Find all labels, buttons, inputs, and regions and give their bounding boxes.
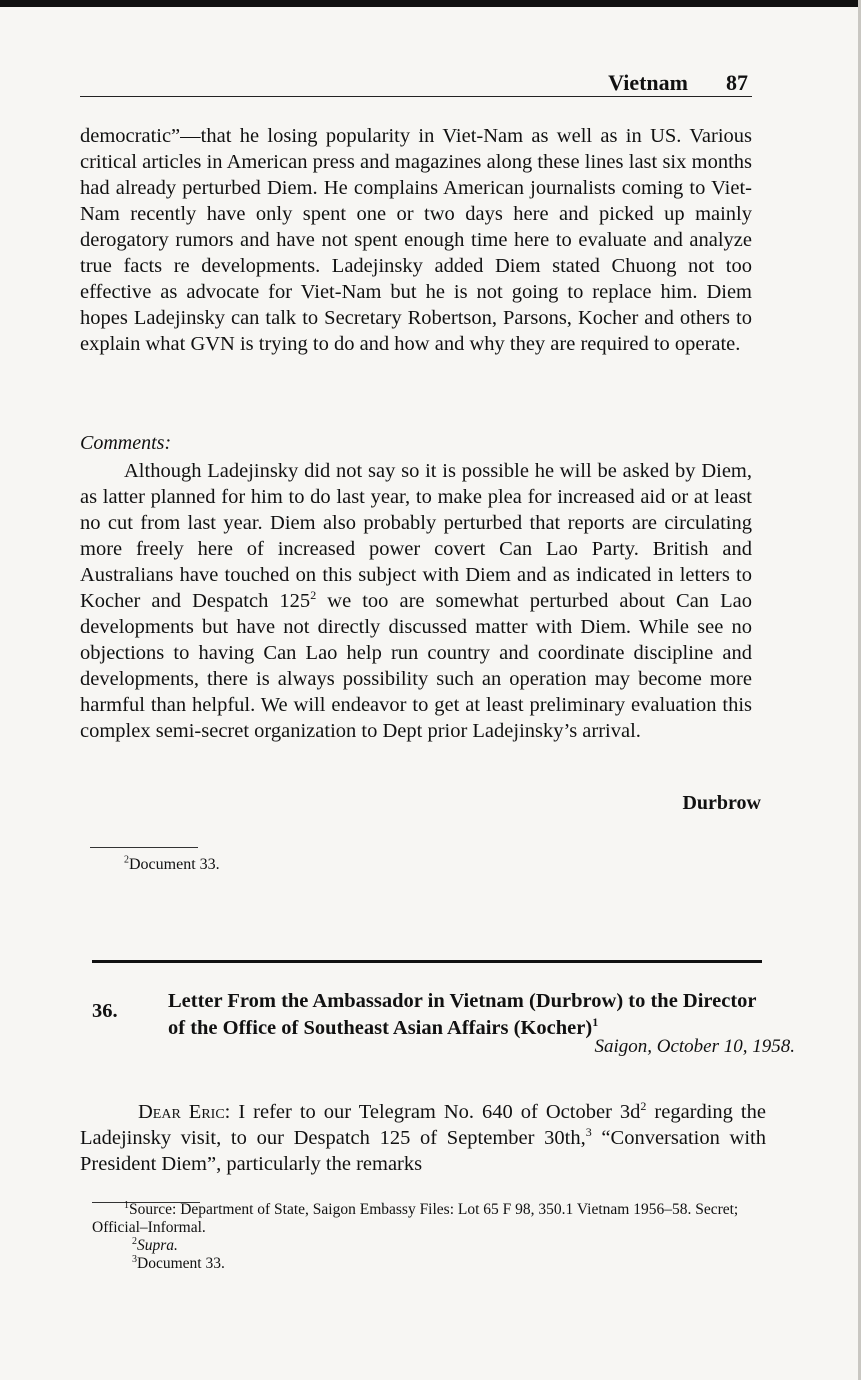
source-footnote-ref: 1 <box>592 1015 599 1030</box>
salutation: Dear Eric: <box>138 1101 231 1123</box>
section-divider <box>92 960 762 963</box>
document-number: 36. <box>92 1000 118 1022</box>
letter-paragraph <box>80 1099 766 1177</box>
letter-text-c: “Conversation with President Diem”, particularly the remarks <box>80 1127 766 1175</box>
footnotes-bottom <box>92 1201 770 1273</box>
document-title-text: Letter From the Ambassador in Vietnam (Durbrow) to the Director of the Office of Southeast Asian Affairs (Kocher) <box>168 990 757 1039</box>
comments-paragraph <box>80 458 752 744</box>
letter-text-a: I refer to our Telegram No. 640 of October 3d <box>230 1101 641 1123</box>
paragraph-continued: democratic”—that he losing popularity in Viet-Nam as well as in US. Various critical articles in American press and magazines along these lines last six months had already perturbed Diem. He complains American journalists coming to Viet-Nam recently have only spent one or two days here and picked up mainly derogatory rumors and have not spent enough time here to evaluate and analyze true facts re developments. Ladejinsky added Diem stated Chuong not too effective as advocate for Viet-Nam but he is not going to replace him. Diem hopes Ladejinsky can talk to Secretary Robertson, Parsons, Kocher and others to explain what GVN is trying to do and how and why they are required to operate. <box>80 125 752 355</box>
footnote-line <box>92 1255 770 1273</box>
footnote-mark: 3 <box>132 1253 137 1265</box>
footnote-mark: 2 <box>132 1235 137 1247</box>
footnote-rule <box>90 847 198 848</box>
comments-text-b: we too are somewhat perturbed about Can Lao developments but have not directly discussed matter with Diem. While see no objections to having Can Lao help run country and coordinate discipline and developments, there is always possibility such an operation may become more harmful than helpful. We will endeavor to get at least preliminary evaluation this complex semi-secret organization to Dept prior Ladejinsky’s arrival. <box>80 590 753 742</box>
footnote-text: Document 33. <box>137 1255 225 1272</box>
footnote-text: Document 33. <box>129 856 220 873</box>
footnote-line <box>92 1237 770 1255</box>
place-date: Saigon, October 10, 1958. <box>594 1036 795 1057</box>
comments-text-a: Although Ladejinsky did not say so it is possible he will be asked by Diem, as latter planned for him to do last year, to make plea for increased aid or at least no cut from last year. Diem also probably perturbed that reports are circulating more freely here of increased power covert Can Lao Party. British and Australians have touched on this subject with Diem and as indicated in letters to Kocher and Despatch 125 <box>80 460 752 612</box>
footnote-mark: 2 <box>124 854 129 866</box>
signature: Durbrow <box>682 792 761 814</box>
footnote-ref-3: 3 <box>585 1125 592 1140</box>
running-head-title: Vietnam <box>608 70 688 95</box>
document-title <box>168 988 778 1042</box>
page-top-edge <box>0 0 861 7</box>
footnote-text: Supra. <box>137 1237 178 1254</box>
comments-heading: Comments: <box>80 432 172 454</box>
running-header <box>80 70 752 97</box>
letter-text-b: regarding the Ladejinsky visit, to our Despatch 125 of September 30th, <box>80 1101 766 1149</box>
footnote-ref-2b: 2 <box>640 1099 647 1114</box>
footnote-top <box>124 856 220 874</box>
footnote-ref-2: 2 <box>310 588 317 603</box>
footnote-text: Source: Department of State, Saigon Embassy Files: Lot 65 F 98, 350.1 Vietnam 1956–58. Secret; Official–Informal. <box>92 1201 739 1236</box>
footnote-line <box>92 1201 770 1237</box>
footnote-mark: 1 <box>124 1199 129 1211</box>
page-number: 87 <box>726 70 748 95</box>
